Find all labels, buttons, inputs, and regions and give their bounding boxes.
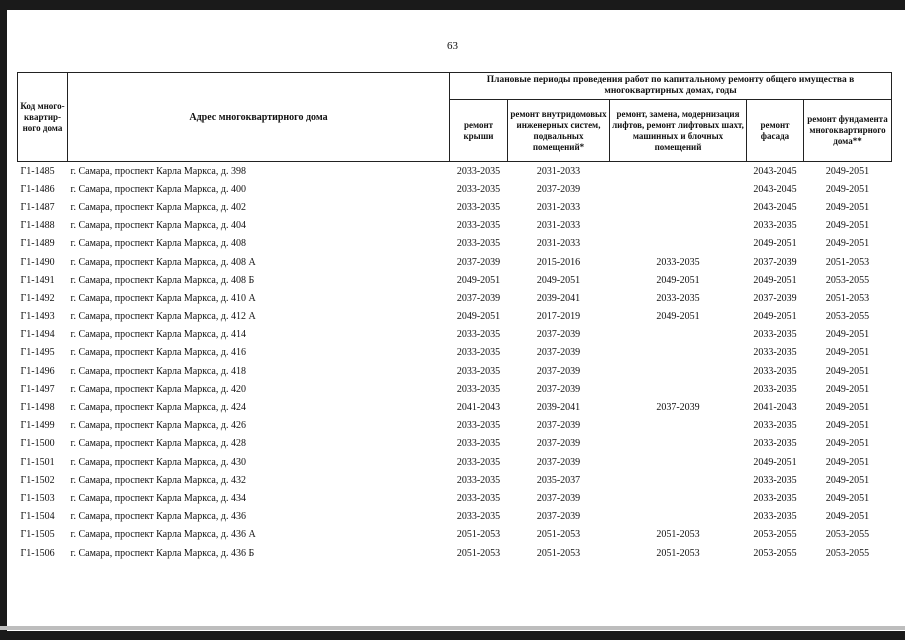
cell-facade: 2043-2045 (753, 183, 797, 195)
cell-facade: 2033-2035 (753, 492, 797, 504)
cell-foundation: 2049-2051 (825, 347, 870, 359)
cell-lifts: 2049-2051 (656, 274, 700, 286)
cell-roof: 2033-2035 (456, 201, 501, 213)
cell-address: г. Самара, проспект Карла Маркса, д. 418 (70, 365, 246, 377)
cell-roof: 2033-2035 (456, 420, 501, 432)
cell-facade: 2033-2035 (753, 365, 797, 377)
cell-code: Г1-1495 (20, 347, 55, 359)
cell-systems: 2037-2039 (536, 183, 581, 195)
header-code: Код много-квартир-ного дома (18, 73, 68, 162)
cell-foundation: 2049-2051 (825, 238, 870, 250)
cell-roof: 2033-2035 (456, 383, 501, 395)
cell-foundation: 2049-2051 (825, 383, 870, 395)
cell-code: Г1-1494 (20, 329, 55, 341)
table-row (18, 453, 892, 471)
cell-lifts (610, 198, 747, 216)
cell-roof: 2037-2039 (456, 256, 501, 268)
cell-foundation: 2053-2055 (825, 311, 870, 323)
table-row (18, 489, 892, 507)
cell-facade: 2033-2035 (753, 383, 797, 395)
cell-systems: 2031-2033 (536, 220, 581, 232)
cell-lifts: 2049-2051 (656, 311, 700, 323)
cell-code: Г1-1488 (20, 220, 55, 232)
cell-facade: 2041-2043 (753, 402, 797, 414)
cell-lifts (610, 362, 747, 380)
cell-lifts (610, 162, 747, 181)
cell-address: г. Самара, проспект Карла Маркса, д. 402 (70, 201, 246, 213)
cell-lifts: 2033-2035 (656, 292, 700, 304)
table-row (18, 198, 892, 216)
cell-lifts: 2033-2035 (656, 256, 700, 268)
cell-foundation: 2049-2051 (825, 492, 870, 504)
cell-address: г. Самара, проспект Карла Маркса, д. 416 (70, 347, 246, 359)
table-row (18, 253, 892, 271)
repair-schedule-table-container (17, 72, 891, 562)
table-row (18, 398, 892, 416)
cell-systems: 2031-2033 (536, 238, 581, 250)
header-roof: ремонт крыши (450, 100, 508, 162)
cell-systems: 2039-2041 (536, 292, 581, 304)
cell-code: Г1-1487 (20, 201, 55, 213)
cell-systems: 2037-2039 (536, 438, 581, 450)
table-row (18, 508, 892, 526)
table-row (18, 435, 892, 453)
scan-border-top (0, 0, 905, 10)
cell-systems: 2017-2019 (536, 311, 581, 323)
cell-foundation: 2049-2051 (825, 183, 870, 195)
cell-roof: 2033-2035 (456, 238, 501, 250)
cell-roof: 2049-2051 (456, 311, 501, 323)
table-row (18, 471, 892, 489)
cell-code: Г1-1496 (20, 365, 55, 377)
table-row (18, 217, 892, 235)
table-header (18, 73, 892, 162)
cell-code: Г1-1500 (20, 438, 55, 450)
cell-address: г. Самара, проспект Карла Маркса, д. 436 (70, 511, 246, 523)
cell-facade: 2033-2035 (753, 329, 797, 341)
cell-code: Г1-1490 (20, 256, 55, 268)
cell-code: Г1-1492 (20, 292, 55, 304)
cell-address: г. Самара, проспект Карла Маркса, д. 430 (70, 456, 246, 468)
cell-address: г. Самара, проспект Карла Маркса, д. 408 Б (70, 274, 255, 286)
cell-code: Г1-1497 (20, 383, 55, 395)
cell-lifts (610, 489, 747, 507)
cell-roof: 2033-2035 (456, 165, 501, 177)
table-body (18, 162, 892, 563)
cell-facade: 2053-2055 (753, 547, 797, 559)
cell-facade: 2049-2051 (753, 311, 797, 323)
cell-systems: 2037-2039 (536, 420, 581, 432)
cell-systems: 2037-2039 (536, 347, 581, 359)
cell-code: Г1-1499 (20, 420, 55, 432)
cell-foundation: 2049-2051 (825, 402, 870, 414)
cell-roof: 2033-2035 (456, 220, 501, 232)
scan-border-bottom (0, 631, 905, 640)
header-group-periods: Плановые периоды проведения работ по капитальному ремонту общего имущества в многоквартирных домах, годы (450, 73, 892, 100)
cell-foundation: 2049-2051 (825, 420, 870, 432)
cell-systems: 2051-2053 (536, 547, 581, 559)
cell-roof: 2051-2053 (456, 529, 501, 541)
table-row (18, 380, 892, 398)
cell-systems: 2037-2039 (536, 456, 581, 468)
repair-schedule-table (17, 72, 892, 562)
cell-foundation: 2051-2053 (825, 256, 870, 268)
cell-roof: 2033-2035 (456, 183, 501, 195)
cell-code: Г1-1504 (20, 511, 55, 523)
cell-roof: 2037-2039 (456, 292, 501, 304)
cell-lifts (610, 180, 747, 198)
cell-address: г. Самара, проспект Карла Маркса, д. 408 А (70, 256, 256, 268)
table-row (18, 544, 892, 562)
table-row (18, 162, 892, 181)
cell-lifts (610, 435, 747, 453)
table-row (18, 308, 892, 326)
cell-code: Г1-1486 (20, 183, 55, 195)
cell-systems: 2037-2039 (536, 511, 581, 523)
cell-address: г. Самара, проспект Карла Маркса, д. 408 (70, 238, 246, 250)
cell-code: Г1-1498 (20, 402, 55, 414)
cell-lifts (610, 344, 747, 362)
cell-roof: 2049-2051 (456, 274, 501, 286)
table-row (18, 289, 892, 307)
cell-address: г. Самара, проспект Карла Маркса, д. 436 Б (70, 547, 255, 559)
cell-facade: 2033-2035 (753, 438, 797, 450)
cell-roof: 2033-2035 (456, 347, 501, 359)
cell-facade: 2043-2045 (753, 201, 797, 213)
cell-roof: 2033-2035 (456, 365, 501, 377)
cell-facade: 2049-2051 (753, 274, 797, 286)
cell-code: Г1-1493 (20, 311, 55, 323)
cell-foundation: 2049-2051 (825, 474, 870, 486)
cell-systems: 2049-2051 (536, 274, 581, 286)
cell-facade: 2053-2055 (753, 529, 797, 541)
cell-address: г. Самара, проспект Карла Маркса, д. 410 А (70, 292, 256, 304)
cell-address: г. Самара, проспект Карла Маркса, д. 424 (70, 402, 246, 414)
cell-code: Г1-1485 (20, 165, 55, 177)
cell-facade: 2037-2039 (753, 256, 797, 268)
cell-facade: 2033-2035 (753, 347, 797, 359)
cell-lifts: 2051-2053 (656, 529, 700, 541)
cell-facade: 2033-2035 (753, 220, 797, 232)
table-row (18, 235, 892, 253)
cell-code: Г1-1502 (20, 474, 55, 486)
cell-address: г. Самара, проспект Карла Маркса, д. 428 (70, 438, 246, 450)
cell-foundation: 2049-2051 (825, 456, 870, 468)
cell-roof: 2033-2035 (456, 492, 501, 504)
cell-address: г. Самара, проспект Карла Маркса, д. 404 (70, 220, 246, 232)
table-row (18, 417, 892, 435)
cell-roof: 2041-2043 (456, 402, 501, 414)
cell-facade: 2033-2035 (753, 511, 797, 523)
cell-roof: 2033-2035 (456, 456, 501, 468)
cell-lifts (610, 471, 747, 489)
cell-foundation: 2053-2055 (825, 547, 870, 559)
cell-systems: 2037-2039 (536, 383, 581, 395)
cell-foundation: 2049-2051 (825, 511, 870, 523)
table-row (18, 326, 892, 344)
cell-roof: 2051-2053 (456, 547, 501, 559)
cell-lifts: 2037-2039 (656, 402, 700, 414)
cell-foundation: 2053-2055 (825, 274, 870, 286)
cell-code: Г1-1503 (20, 492, 55, 504)
cell-systems: 2035-2037 (536, 474, 581, 486)
cell-address: г. Самара, проспект Карла Маркса, д. 434 (70, 492, 246, 504)
cell-roof: 2033-2035 (456, 438, 501, 450)
cell-lifts: 2051-2053 (656, 547, 700, 559)
cell-roof: 2033-2035 (456, 474, 501, 486)
cell-systems: 2031-2033 (536, 201, 581, 213)
header-facade: ремонт фасада (747, 100, 804, 162)
cell-systems: 2015-2016 (536, 256, 581, 268)
cell-foundation: 2049-2051 (825, 220, 870, 232)
cell-code: Г1-1501 (20, 456, 55, 468)
cell-code: Г1-1491 (20, 274, 55, 286)
cell-address: г. Самара, проспект Карла Маркса, д. 412 А (70, 311, 256, 323)
cell-systems: 2037-2039 (536, 329, 581, 341)
cell-address: г. Самара, проспект Карла Маркса, д. 420 (70, 383, 246, 395)
cell-roof: 2033-2035 (456, 329, 501, 341)
cell-facade: 2049-2051 (753, 238, 797, 250)
cell-lifts (610, 453, 747, 471)
cell-foundation: 2049-2051 (825, 438, 870, 450)
cell-foundation: 2049-2051 (825, 365, 870, 377)
cell-address: г. Самара, проспект Карла Маркса, д. 398 (70, 165, 246, 177)
cell-facade: 2033-2035 (753, 474, 797, 486)
cell-foundation: 2049-2051 (825, 165, 870, 177)
cell-facade: 2033-2035 (753, 420, 797, 432)
scan-border-left (0, 0, 7, 640)
header-lifts: ремонт, замена, модернизация лифтов, ремонт лифтовых шахт, машинных и блочных помещений (610, 100, 747, 162)
cell-foundation: 2049-2051 (825, 201, 870, 213)
cell-address: г. Самара, проспект Карла Маркса, д. 414 (70, 329, 246, 341)
scan-shadow-bottom (0, 626, 905, 630)
table-row (18, 526, 892, 544)
cell-address: г. Самара, проспект Карла Маркса, д. 426 (70, 420, 246, 432)
table-row (18, 344, 892, 362)
cell-facade: 2043-2045 (753, 165, 797, 177)
header-address: Адрес многоквартирного дома (68, 73, 450, 162)
cell-foundation: 2051-2053 (825, 292, 870, 304)
table-row (18, 180, 892, 198)
cell-lifts (610, 508, 747, 526)
cell-address: г. Самара, проспект Карла Маркса, д. 400 (70, 183, 246, 195)
cell-code: Г1-1489 (20, 238, 55, 250)
cell-lifts (610, 380, 747, 398)
cell-systems: 2051-2053 (536, 529, 581, 541)
cell-code: Г1-1506 (20, 547, 55, 559)
cell-facade: 2049-2051 (753, 456, 797, 468)
cell-address: г. Самара, проспект Карла Маркса, д. 432 (70, 474, 246, 486)
header-systems: ремонт внутридомовых инженерных систем, подвальных помещений* (508, 100, 610, 162)
cell-code: Г1-1505 (20, 529, 55, 541)
table-row (18, 271, 892, 289)
cell-lifts (610, 417, 747, 435)
cell-systems: 2031-2033 (536, 165, 581, 177)
header-foundation: ремонт фундамента многоквартирного дома** (804, 100, 892, 162)
cell-lifts (610, 217, 747, 235)
cell-systems: 2039-2041 (536, 402, 581, 414)
cell-lifts (610, 326, 747, 344)
cell-foundation: 2049-2051 (825, 329, 870, 341)
cell-systems: 2037-2039 (536, 492, 581, 504)
cell-roof: 2033-2035 (456, 511, 501, 523)
cell-address: г. Самара, проспект Карла Маркса, д. 436 А (70, 529, 256, 541)
cell-facade: 2037-2039 (753, 292, 797, 304)
cell-foundation: 2053-2055 (825, 529, 870, 541)
cell-systems: 2037-2039 (536, 365, 581, 377)
table-row (18, 362, 892, 380)
page-number: 63 (447, 40, 458, 52)
cell-lifts (610, 235, 747, 253)
